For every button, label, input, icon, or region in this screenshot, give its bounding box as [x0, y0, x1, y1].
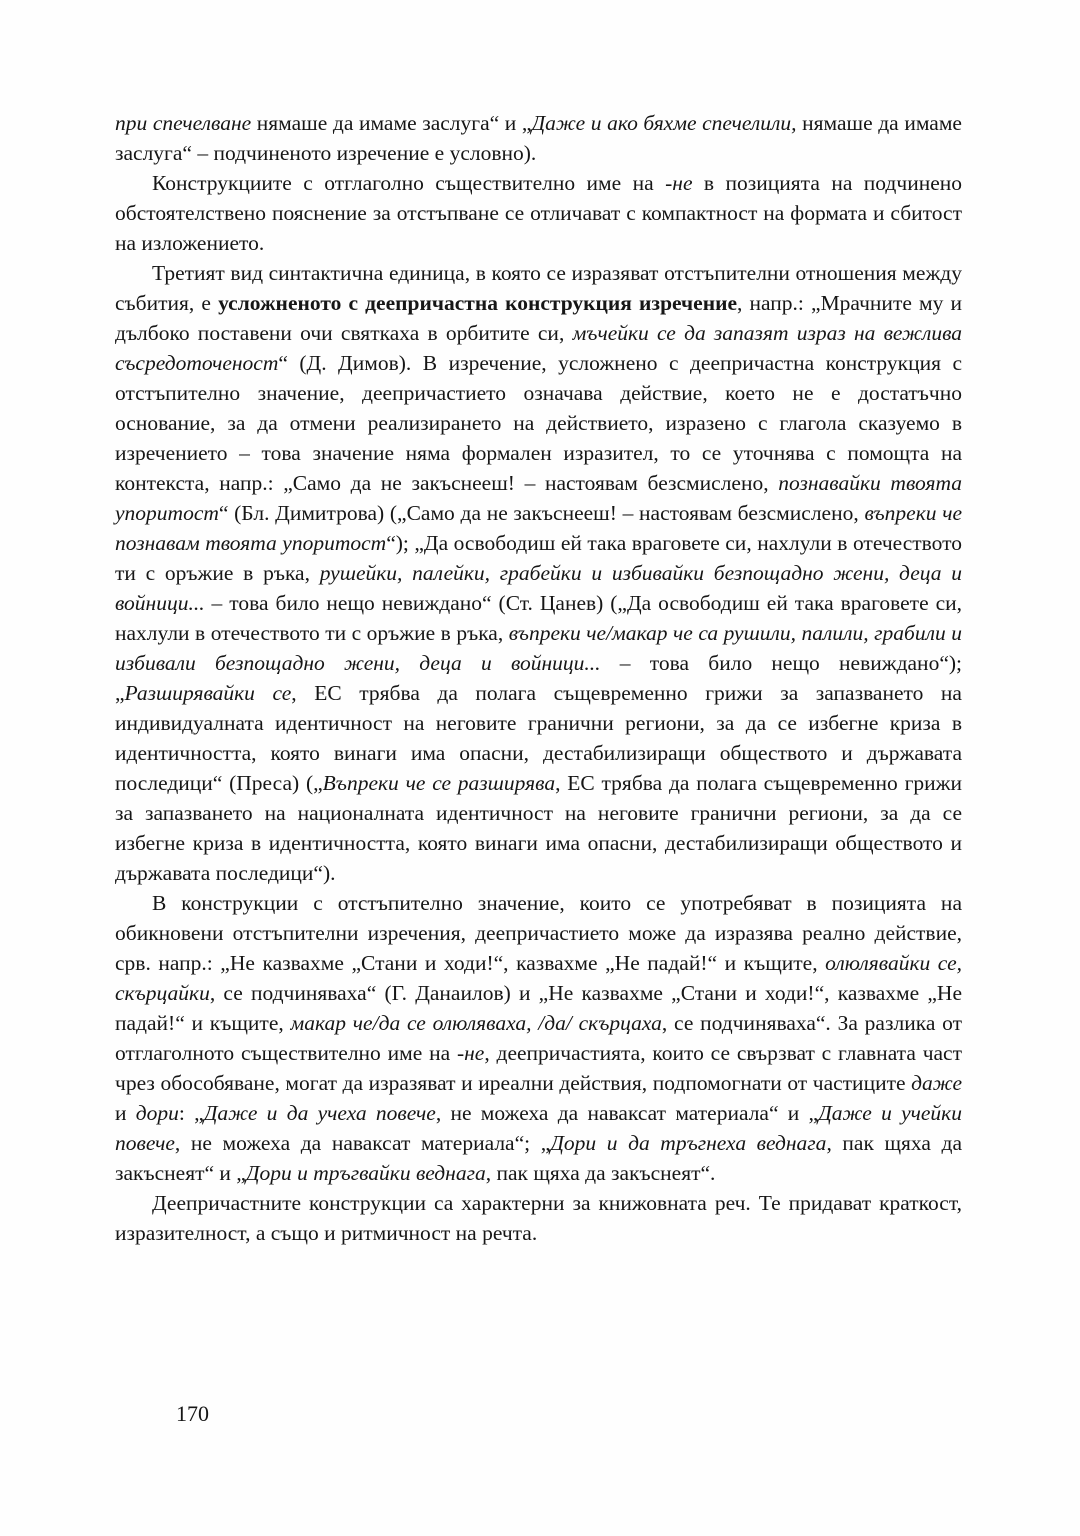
text-segment: , ЕС трябва да полага същевременно грижи за запазването на националната идентичност на неговите гранични региони, за да се избегне криза в идентичността, която винаги има опасни, дестабилизиращи обществото и държавата последици“).	[115, 771, 963, 885]
paragraph	[115, 168, 962, 258]
text-segment: Деепричастните конструкции са характерни за книжовната реч. Те придават краткост, изразителност, а също и ритмичност на речта.	[115, 1191, 962, 1245]
text-segment: Въпреки че се разширява	[322, 771, 556, 795]
text-segment: “ (Д. Димов). В изречение, усложнено с деепричастна конструкция с отстъпително значение, деепричастието означава действие, което не е достатъчно основание, за да отмени реализирането на действието, изразено с глагола сказуемо в изречението – това значение няма формален изразител, то се уточнява с помощта на контекста, напр.: „Само да не закъснееш! – настоявам безсмислено,	[115, 351, 962, 495]
text-segment: макар че/да се олюляваха, /да/ скърцаха	[290, 1011, 662, 1035]
text-segment: – това било нещо невиждано“); „	[115, 651, 962, 705]
text-segment: мъчейки се да запазят израз на вежлива съсредоточеност	[115, 321, 962, 375]
text-segment: -не	[456, 1041, 485, 1065]
text-segment: познавайки твоята упоритост	[115, 471, 962, 525]
text-segment: , пак щяха да закъснеят“.	[485, 1161, 716, 1185]
text-segment: “ (Бл. Димитрова) („Само да не закъснееш! – настоявам безсмислено,	[218, 501, 865, 525]
text-segment: Даже и да учеха повече	[203, 1101, 436, 1125]
text-segment: Третият вид синтактична единица, в която се изразяват отстъпителни отношения между събития, е	[115, 261, 962, 315]
text-segment: при спечелване	[115, 111, 252, 135]
text-segment: Даже и ако бяхме спечелили,	[531, 111, 797, 135]
text-segment: – това било нещо невиждано“ (Ст. Цанев) („Да освободиш ей така враговете си, нахлули в отечеството ти с оръжие в ръка,	[115, 591, 962, 645]
text-segment: даже	[911, 1071, 962, 1095]
text-segment: въпреки че познавам твоята упоритост	[115, 501, 962, 555]
text-segment: , напр.: „Мрачните му и дълбоко поставени очи святкаха в орбитите си,	[115, 291, 962, 345]
text-segment: и	[115, 1101, 136, 1125]
text-block	[115, 108, 962, 1248]
text-segment: Дори и да тръгнеха веднага	[550, 1131, 827, 1155]
text-segment: Разширявайки се	[124, 681, 292, 705]
text-segment: Конструкциите с отглаголно съществително име на	[152, 171, 666, 195]
text-segment: рушейки, палейки, грабейки и избивайки безпощадно жени, деца и войници...	[115, 561, 962, 615]
page-number: 170	[176, 1401, 209, 1426]
text-segment: , пак щяха да закъснеят“ и „	[115, 1131, 962, 1185]
text-segment: нямаше да имаме заслуга“ и „	[251, 111, 532, 135]
text-segment: , не можеха да наваксат материала“; „	[174, 1131, 551, 1155]
text-segment: В конструкции с отстъпително значение, които се употребяват в позицията на обикновени отстъпителни изречения, деепричастието може да изразява реално действие, срв. напр.: „Не казвахме „Стани и ходи!“, казвахме „Не падай!“ и къщите,	[115, 891, 962, 975]
text-segment: олюлявайки се, скърцайки	[115, 951, 962, 1005]
text-segment: , се подчиняваха“ (Г. Данаилов) и „Не казвахме „Стани и ходи!“, казвахме „Не падай!“ и къщите,	[115, 981, 962, 1035]
text-segment: -не	[665, 171, 693, 195]
text-segment: , се подчиняваха“. За разлика от отглаголното съществително име на	[115, 1011, 963, 1065]
paragraph	[115, 108, 962, 168]
text-segment: усложненото с деепричастна конструкция изречение	[218, 291, 738, 315]
text-segment: , не можеха да наваксат материала“ и „	[435, 1101, 819, 1125]
text-segment: Дори и тръгвайки веднага	[245, 1161, 486, 1185]
text-segment: дори	[135, 1101, 179, 1125]
text-segment: , деепричастията, които се свързват с главната част чрез обособяване, могат да изразяват и иреални действия, подпомогнати от частиците	[115, 1041, 962, 1095]
paragraph	[115, 1188, 962, 1248]
text-segment: в позицията на подчинено обстоятелствено пояснение за отстъпване се отличават с компактност на формата и сбитост на изложението.	[115, 171, 962, 255]
text-segment: Даже и учейки повече	[115, 1101, 962, 1155]
text-segment: въпреки че/макар че са рушили, палили, грабили и избивали безпощадно жени, деца и войници...	[115, 621, 962, 675]
paragraph	[115, 258, 962, 888]
text-segment: : „	[178, 1101, 204, 1125]
text-segment: , ЕС трябва да полага същевременно грижи за запазването на индивидуалната идентичност на неговите гранични региони, за да се избегне криза в идентичността, която винаги има опасни, дестабилизиращи обществото и държавата последици“ (Преса) („	[115, 681, 962, 795]
paragraph	[115, 888, 962, 1188]
text-segment: нямаше да имаме заслуга“ – подчиненото изречение е условно).	[115, 111, 962, 165]
text-segment: “); „Да освободиш ей така враговете си, нахлули в отечеството ти с оръжие в ръка,	[115, 531, 962, 585]
